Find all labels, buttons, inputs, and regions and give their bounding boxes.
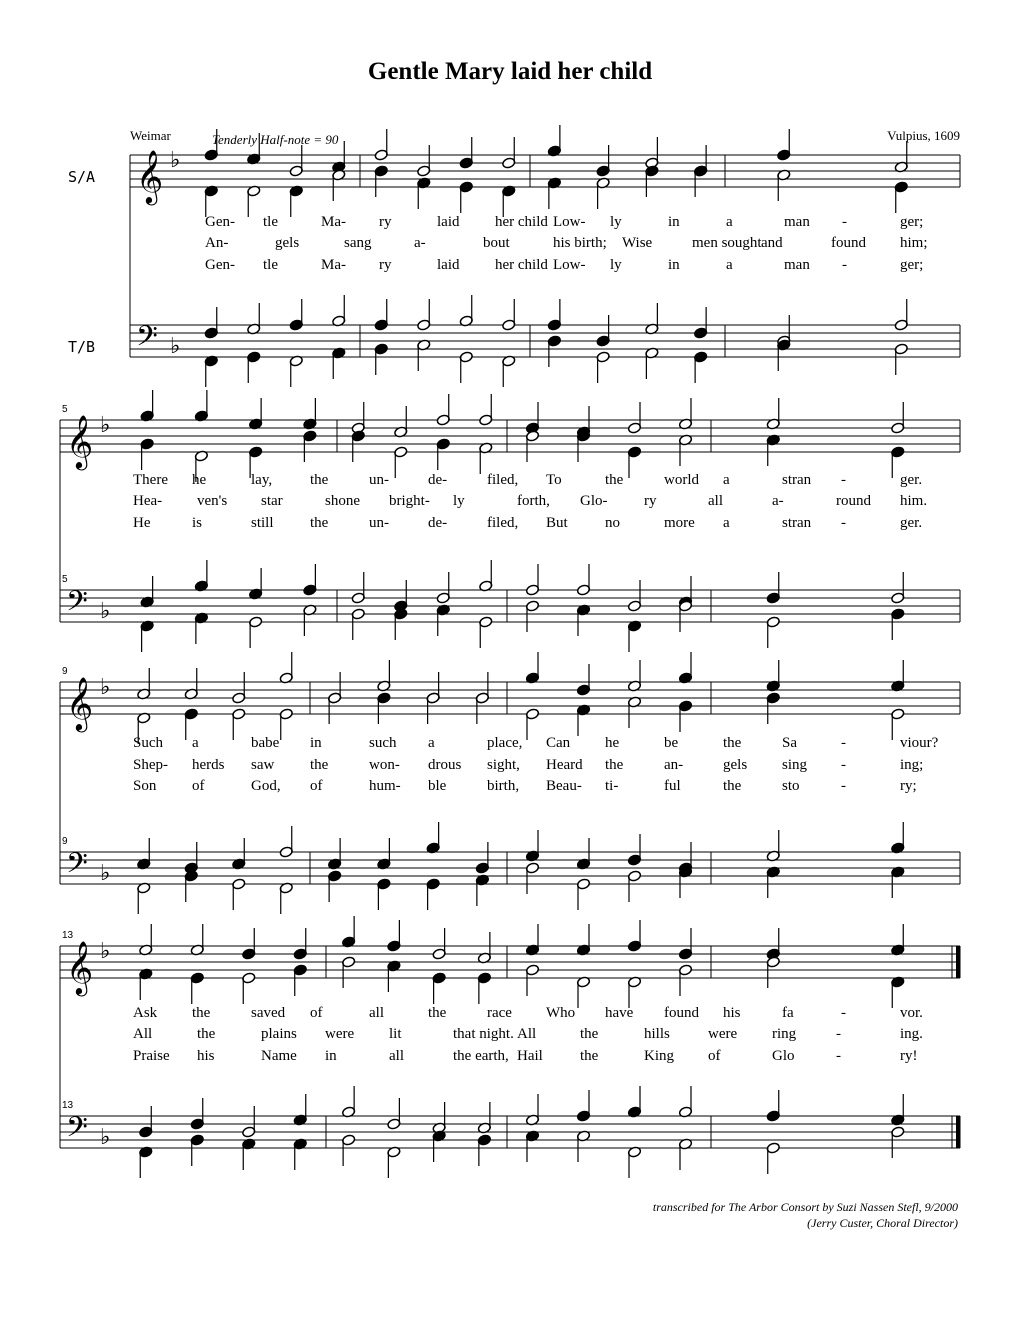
measure-number: 13	[62, 930, 74, 941]
lyric-syllable: laid	[437, 257, 460, 273]
composer: Vulpius, 1609	[887, 128, 960, 143]
lyric-syllable: a	[723, 515, 730, 531]
lyric-syllable: stran	[782, 472, 812, 488]
lyric-syllable: Gen-	[205, 214, 235, 230]
lyric-syllable: sight,	[487, 757, 520, 773]
lyric-syllable: the	[192, 1005, 211, 1021]
lyric-syllable: his birth;	[553, 235, 607, 251]
lyric-syllable: ger.	[900, 472, 923, 488]
lyric-syllable: such	[369, 735, 397, 751]
lyric-syllable: gels	[275, 235, 300, 251]
lyric-syllable: in	[668, 214, 680, 230]
lyric-syllable: drous	[428, 757, 462, 773]
lyric-syllable: in	[325, 1048, 337, 1064]
lyric-syllable: of	[310, 1005, 323, 1021]
credit-line-1: transcribed for The Arbor Consort by Suzi Nassen Stefl, 9/2000	[652, 1200, 958, 1214]
lyric-syllable: her child	[495, 214, 548, 230]
lyric-syllable: lit	[389, 1026, 402, 1042]
lyric-syllable: He	[133, 515, 151, 531]
lyric-syllable: sing	[782, 757, 808, 773]
treble-clef: 𝄞	[66, 676, 94, 730]
lyric-syllable: ry	[379, 257, 392, 273]
lyric-syllable: her child	[495, 257, 548, 273]
lyric-syllable: Beau-	[546, 778, 582, 794]
lyric-syllable: de-	[428, 515, 448, 531]
lyric-syllable: sto	[782, 778, 800, 794]
lyric-syllable: the	[310, 515, 329, 531]
lyric-syllable: Shep-	[133, 757, 168, 773]
lyric-syllable: All	[517, 1026, 537, 1042]
lyric-syllable: filed,	[487, 472, 519, 488]
lyric-syllable: place,	[487, 735, 523, 751]
lyric-syllable: lay,	[251, 472, 273, 488]
lyric-syllable: Glo	[772, 1048, 795, 1064]
lyric-syllable: Wise	[622, 235, 653, 251]
lyric-syllable: viour?	[900, 735, 939, 751]
lyric-syllable: ry!	[900, 1048, 918, 1064]
lyric-syllable: all	[369, 1005, 384, 1021]
lyric-syllable: the	[197, 1026, 216, 1042]
lyric-syllable: ring	[772, 1026, 797, 1042]
lyric-syllable: ry	[644, 493, 657, 509]
lyric-syllable: ti-	[605, 778, 619, 794]
lyric-syllable: a-	[772, 493, 784, 509]
lyric-syllable: round	[836, 493, 871, 509]
lyric-syllable: vor.	[900, 1005, 923, 1021]
lyric-syllable: the	[580, 1026, 599, 1042]
lyric-syllable: -	[841, 472, 846, 488]
lyric-syllable: Ma-	[321, 257, 346, 273]
lyric-syllable: a-	[414, 235, 426, 251]
lyric-syllable: -	[841, 515, 846, 531]
lyric-syllable: found	[831, 235, 866, 251]
lyric-syllable: of	[708, 1048, 721, 1064]
lyric-syllable: the	[310, 472, 329, 488]
lyric-syllable: of	[192, 778, 205, 794]
credit-line-2: (Jerry Custer, Choral Director)	[807, 1216, 958, 1230]
final-bar	[956, 946, 960, 978]
lyric-syllable: were	[708, 1026, 738, 1042]
lyric-syllable: all	[389, 1048, 404, 1064]
lyric-syllable: un-	[369, 472, 389, 488]
lyric-syllable: Heard	[546, 757, 583, 773]
lyric-syllable: Who	[546, 1005, 576, 1021]
lyric-syllable: man	[784, 257, 810, 273]
lyric-syllable: sang	[344, 235, 372, 251]
lyric-syllable: an-	[664, 757, 684, 773]
lyric-syllable: still	[251, 515, 274, 531]
lyric-syllable: were	[325, 1026, 355, 1042]
lyric-syllable: forth,	[517, 493, 550, 509]
lyric-syllable: Hail	[517, 1048, 543, 1064]
lyric-syllable: is	[192, 515, 203, 531]
lyric-syllable: all	[708, 493, 723, 509]
lyric-syllable: ger.	[900, 515, 923, 531]
tempo-marking: Tenderly Half-note = 90	[212, 132, 339, 147]
lyric-syllable: Can	[546, 735, 571, 751]
lyric-syllable: Ask	[133, 1005, 158, 1021]
lyric-syllable: ly	[610, 257, 622, 273]
lyric-syllable: Such	[133, 735, 163, 751]
lyric-syllable: a	[726, 214, 733, 230]
key-flat: ♭	[170, 334, 181, 359]
lyric-syllable: a	[192, 735, 199, 751]
lyric-syllable: race	[487, 1005, 512, 1021]
lyric-syllable: -	[836, 1048, 841, 1064]
bass-clef: 𝄢	[66, 1111, 88, 1151]
lyric-syllable: filed,	[487, 515, 519, 531]
lyric-syllable: Gen-	[205, 257, 235, 273]
measure-number: 13	[62, 1100, 74, 1111]
lyric-syllable: Low-	[553, 257, 586, 273]
lyric-syllable: There	[133, 472, 168, 488]
lyric-syllable: man	[784, 214, 810, 230]
lyric-syllable: ry	[379, 214, 392, 230]
lyric-syllable: Ma-	[321, 214, 346, 230]
lyric-syllable: ful	[664, 778, 681, 794]
lyric-syllable: the earth,	[453, 1048, 509, 1064]
lyric-syllable: tle	[263, 214, 278, 230]
treble-clef: 𝄞	[66, 414, 94, 468]
lyric-syllable: won-	[369, 757, 400, 773]
key-flat: ♭	[100, 861, 111, 886]
bass-clef: 𝄢	[136, 320, 158, 360]
lyric-syllable: men sought	[692, 235, 762, 251]
lyric-syllable: -	[836, 1026, 841, 1042]
lyric-syllable: -	[841, 735, 846, 751]
lyric-syllable: gels	[723, 757, 748, 773]
lyric-syllable: found	[664, 1005, 699, 1021]
lyric-syllable: plains	[261, 1026, 297, 1042]
lyric-syllable: the	[605, 472, 624, 488]
lyric-syllable: King	[644, 1048, 674, 1064]
lyric-syllable: a	[428, 735, 435, 751]
key-flat: ♭	[100, 675, 111, 700]
lyric-syllable: But	[546, 515, 568, 531]
lyric-syllable: An-	[205, 235, 229, 251]
lyric-syllable: no	[605, 515, 620, 531]
lyric-syllable: Praise	[133, 1048, 170, 1064]
lyric-syllable: -	[841, 778, 846, 794]
lyric-syllable: hills	[644, 1026, 670, 1042]
lyric-syllable: ble	[428, 778, 447, 794]
lyric-syllable: -	[841, 1005, 846, 1021]
part-label-lower: T/B	[68, 338, 96, 356]
lyric-syllable: the	[723, 735, 742, 751]
lyric-syllable: God,	[251, 778, 281, 794]
lyric-syllable: a	[723, 472, 730, 488]
lyric-syllable: a	[726, 257, 733, 273]
lyric-syllable: in	[668, 257, 680, 273]
lyric-syllable: bout	[483, 235, 510, 251]
lyric-syllable: bright-	[389, 493, 430, 509]
measure-number: 9	[62, 666, 68, 677]
page-title: Gentle Mary laid her child	[367, 58, 653, 85]
lyric-syllable: be	[664, 735, 679, 751]
measure-number: 5	[62, 404, 68, 415]
lyric-syllable: ing.	[900, 1026, 923, 1042]
lyric-syllable: ger;	[900, 257, 924, 273]
lyric-syllable: saved	[251, 1005, 286, 1021]
lyric-syllable: more	[664, 515, 695, 531]
lyric-syllable: de-	[428, 472, 448, 488]
lyric-syllable: his	[723, 1005, 741, 1021]
lyric-syllable: babe	[251, 735, 280, 751]
lyric-syllable: -	[842, 214, 847, 230]
lyric-syllable: and	[761, 235, 783, 251]
lyric-syllable: fa	[782, 1005, 794, 1021]
part-label-upper: S/A	[68, 168, 96, 186]
lyric-syllable: him;	[900, 235, 928, 251]
lyric-syllable: ly	[610, 214, 622, 230]
key-flat: ♭	[100, 1125, 111, 1150]
lyric-syllable: ger;	[900, 214, 924, 230]
lyric-syllable: the	[723, 778, 742, 794]
key-flat: ♭	[100, 413, 111, 438]
lyric-syllable: world	[664, 472, 699, 488]
lyric-syllable: Glo-	[580, 493, 608, 509]
lyric-syllable: All	[133, 1026, 153, 1042]
lyric-syllable: the	[310, 757, 329, 773]
lyric-syllable: -	[842, 257, 847, 273]
lyric-syllable: stran	[782, 515, 812, 531]
lyric-syllable: ven's	[197, 493, 228, 509]
lyric-syllable: laid	[437, 214, 460, 230]
lyric-syllable: hum-	[369, 778, 401, 794]
lyric-syllable: of	[310, 778, 323, 794]
lyric-syllable: ly	[453, 493, 465, 509]
lyric-syllable: tle	[263, 257, 278, 273]
treble-clef: 𝄞	[136, 149, 164, 203]
lyric-syllable: that night.	[453, 1026, 514, 1042]
lyric-syllable: he	[192, 472, 207, 488]
measure-number: 9	[62, 836, 68, 847]
key-flat: ♭	[170, 148, 181, 173]
lyric-syllable: Son	[133, 778, 157, 794]
lyric-syllable: the	[605, 757, 624, 773]
lyric-syllable: ing;	[900, 757, 924, 773]
lyric-syllable: Hea-	[133, 493, 163, 509]
lyric-syllable: Low-	[553, 214, 586, 230]
key-flat: ♭	[100, 939, 111, 964]
lyric-syllable: shone	[325, 493, 360, 509]
lyric-syllable: star	[261, 493, 283, 509]
lyric-syllable: in	[310, 735, 322, 751]
bass-clef: 𝄢	[66, 585, 88, 625]
measure-number: 5	[62, 574, 68, 585]
lyric-syllable: his	[197, 1048, 215, 1064]
lyric-syllable: him.	[900, 493, 928, 509]
lyric-syllable: the	[580, 1048, 599, 1064]
lyric-syllable: birth,	[487, 778, 520, 794]
lyric-syllable: he	[605, 735, 620, 751]
lyric-syllable: the	[428, 1005, 447, 1021]
treble-clef: 𝄞	[66, 940, 94, 994]
lyric-syllable: ry;	[900, 778, 917, 794]
bass-clef: 𝄢	[66, 847, 88, 887]
lyric-syllable: have	[605, 1005, 634, 1021]
lyric-syllable: To	[546, 472, 562, 488]
lyric-syllable: Sa	[782, 735, 797, 751]
lyric-syllable: un-	[369, 515, 389, 531]
lyric-syllable: saw	[251, 757, 275, 773]
tune-name: Weimar	[130, 128, 171, 143]
key-flat: ♭	[100, 599, 111, 624]
final-bar	[956, 1116, 960, 1148]
lyric-syllable: herds	[192, 757, 225, 773]
lyric-syllable: -	[841, 757, 846, 773]
lyric-syllable: Name	[261, 1048, 297, 1064]
